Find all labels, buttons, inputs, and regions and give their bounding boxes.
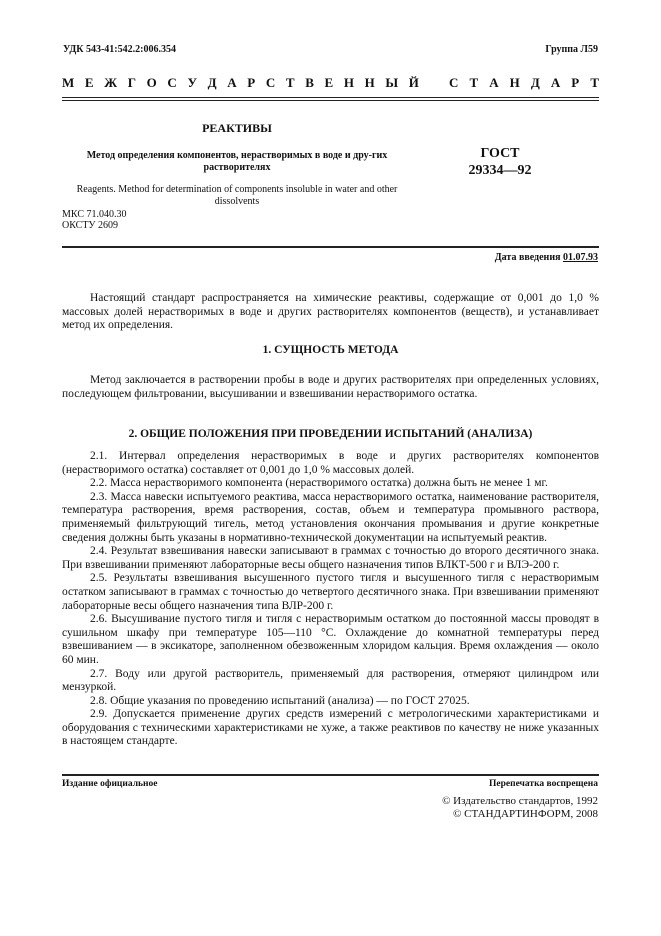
banner-letter: А	[550, 75, 561, 90]
banner-letter: С	[167, 75, 177, 90]
classification-codes	[62, 209, 126, 231]
banner-letter: Н	[343, 75, 354, 90]
clause-2-5: 2.5. Результаты взвешивания высушенного пустого тигля и высушенного тигля с нерастворимым остатком записывают в граммах с точностью до четвертого десятичного знака. При взвешивании применяют лабораторные весы общего назначения типа ВЛР-200 г.	[62, 572, 599, 612]
official-edition-note: Издание официальное	[62, 779, 158, 789]
reprint-prohibited-note: Перепечатка воспрещена	[488, 779, 598, 789]
banner-letter: Ж	[104, 75, 118, 90]
clause-2-2: 2.2. Масса нерастворимого компонента (нерастворимого остатка) должна быть не менее 1 мг.	[90, 477, 548, 490]
section-1-text: Метод заключается в растворении пробы в воде и других растворителях при определенных условиях, последующем фильтровании, высушивании и взвешивании нерастворимого остатка.	[62, 374, 599, 400]
gost-designation	[430, 145, 570, 179]
banner-rule-top	[62, 97, 599, 98]
banner-letter: О	[146, 75, 157, 90]
copyright-line-2: © СТАНДАРТИНФОРМ, 2008	[453, 808, 598, 820]
banner-letter: У	[187, 75, 197, 90]
method-title-en: Reagents. Method for determination of components insoluble in water and other dissolvents	[76, 184, 398, 207]
copyright-line-1: © Издательство стандартов, 1992	[442, 795, 598, 807]
banner-letter: Н	[509, 75, 520, 90]
banner-word-interstate	[62, 75, 419, 97]
clause-2-3: 2.3. Масса навески испытуемого реактива, масса нерастворимого остатка, наименование растворителя, температура растворения, время растворения, состав, объем и температура промывного раствора, применяемый фильтрующий тигель, метод установления окончания промывания и другие конкретные сведения должны быть указаны в нормативно-технической документации на испытуемый реактив.	[62, 490, 599, 544]
banner-letter: Т	[285, 75, 295, 90]
intro-date-value: 01.07.93	[563, 252, 598, 263]
banner-letter: А	[227, 75, 237, 90]
banner-letter: Д	[530, 75, 540, 90]
banner-letter: Ы	[385, 75, 399, 90]
banner-word-standard	[449, 75, 599, 97]
banner-letter: Т	[590, 75, 599, 90]
banner-rule-bottom	[62, 100, 599, 101]
banner-letter: Е	[324, 75, 334, 90]
clause-2-6: 2.6. Высушивание пустого тигля и тигля с нерастворимым остатком до постоянной массы проводят в сушильном шкафу при температуре 105—110 °С. Охлаждение до комнатной температуры перед взвешиванием — в эксикаторе, заполненном обезвоженным хлоридом кальция. Время охлаждения — около 60 мин.	[62, 613, 599, 666]
section-2-heading: 2. ОБЩИЕ ПОЛОЖЕНИЯ ПРИ ПРОВЕДЕНИИ ИСПЫТАНИЙ (АНАЛИЗА)	[128, 428, 533, 440]
section-2-body	[62, 450, 599, 749]
clause-2-7: 2.7. Воду или другой растворитель, применяемый для растворения, отмеряют цилиндром или мензуркой.	[62, 667, 599, 694]
intro-date-label: Дата введения	[494, 252, 561, 263]
clause-2-4: 2.4. Результат взвешивания навески записывают в граммах с точностью до второго десятичного знака. При взвешивании применяют лабораторные весы общего назначения типов ВЛКТ-500 г и ВЛЭ-200 г.	[62, 545, 599, 571]
banner-letter: А	[489, 75, 499, 90]
banner-letter: Р	[247, 75, 256, 90]
section-1-body	[62, 374, 599, 401]
clause-2-1: 2.1. Интервал определения нерастворимых в воде и других растворителях компонентов (нерастворимого остатка) составляет от 0,001 до 1,0 % массовых долей.	[62, 450, 599, 476]
footer-divider	[62, 774, 599, 776]
gost-label: ГОСТ	[480, 146, 520, 161]
banner-letter: В	[305, 75, 314, 90]
copyright-block	[442, 795, 598, 821]
banner-letter: С	[265, 75, 276, 90]
introduction-date	[495, 252, 598, 263]
clause-2-9: 2.9. Допускается применение других средств измерений с метрологическими характеристиками и оборудования с техническими характеристиками не хуже, а также реактивов по качеству не ниже указанных в настоящем стандарте.	[62, 708, 599, 748]
clause-2-8: 2.8. Общие указания по проведению испытаний (анализа) — по ГОСТ 27025.	[90, 694, 470, 707]
intro-text: Настоящий стандарт распространяется на химические реактивы, содержащие от 0,001 до 1,0 % массовых долей нерастворимых в воде и других растворителях компонентов (веществ), и устанавливает метод их определения.	[62, 292, 599, 332]
document-title: РЕАКТИВЫ	[202, 121, 272, 135]
intro-paragraph	[62, 292, 599, 333]
banner-letter: Й	[408, 75, 419, 90]
standard-banner	[62, 75, 599, 97]
banner-letter: М	[62, 75, 75, 90]
mks-code: МКС 71.040.30	[62, 209, 127, 220]
udk-code: УДК 543-41:542.2:006.354	[63, 44, 176, 55]
gost-number: 29334—92	[468, 163, 532, 178]
banner-letter: С	[449, 75, 459, 90]
banner-letter: Г	[127, 75, 137, 90]
banner-letter: Н	[364, 75, 375, 90]
banner-letter: Д	[207, 75, 217, 90]
method-title-ru: Метод определения компонентов, нерастворимых в воде и дру-гих растворителях	[86, 150, 388, 173]
header-divider	[62, 246, 599, 248]
banner-letter: Е	[84, 75, 94, 90]
okstu-code: ОКСТУ 2609	[62, 220, 119, 231]
banner-letter: Т	[469, 75, 479, 90]
section-1-heading: 1. СУЩНОСТЬ МЕТОДА	[262, 344, 399, 356]
banner-letter: Р	[571, 75, 580, 90]
group-code: Группа Л59	[545, 44, 598, 55]
